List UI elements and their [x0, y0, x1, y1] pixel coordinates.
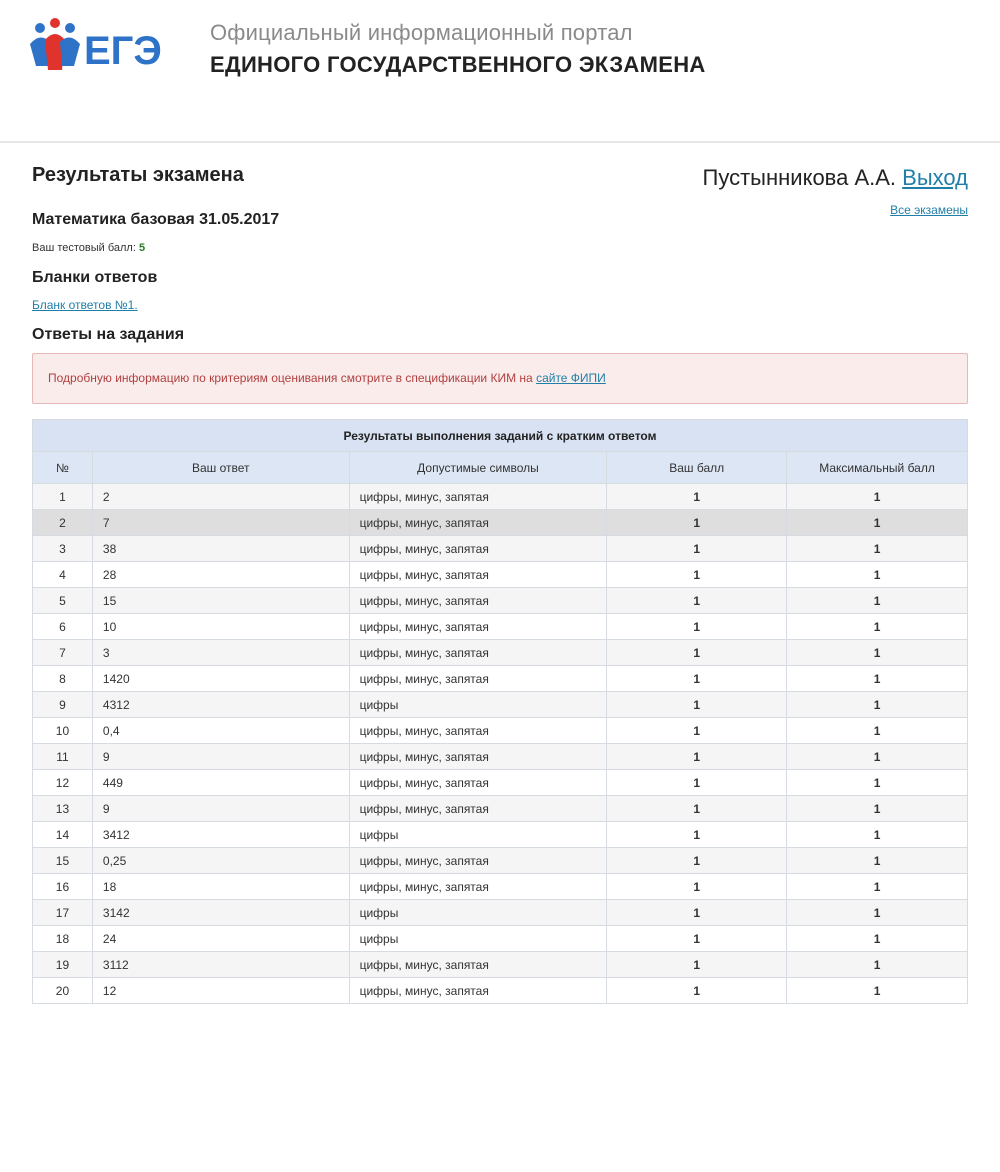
your-score: 1 — [607, 952, 787, 978]
task-number: 7 — [33, 640, 93, 666]
max-score: 1 — [787, 614, 968, 640]
your-answer: 38 — [92, 536, 349, 562]
user-name: Пустынникова А.А. — [702, 165, 897, 190]
table-row — [33, 770, 968, 796]
task-number: 9 — [33, 692, 93, 718]
max-score: 1 — [787, 510, 968, 536]
allowed-symbols: цифры — [349, 926, 607, 952]
table-row — [33, 926, 968, 952]
max-score: 1 — [787, 744, 968, 770]
allowed-symbols: цифры, минус, запятая — [349, 666, 607, 692]
task-number: 18 — [33, 926, 93, 952]
table-row — [33, 952, 968, 978]
your-score: 1 — [607, 666, 787, 692]
table-row — [33, 744, 968, 770]
task-number: 5 — [33, 588, 93, 614]
your-score: 1 — [607, 510, 787, 536]
your-score: 1 — [607, 796, 787, 822]
max-score: 1 — [787, 770, 968, 796]
task-number: 4 — [33, 562, 93, 588]
allowed-symbols: цифры, минус, запятая — [349, 978, 607, 1004]
max-score: 1 — [787, 536, 968, 562]
logout-link[interactable]: Выход — [902, 165, 968, 190]
fipi-link[interactable]: сайте ФИПИ — [536, 371, 606, 385]
your-score: 1 — [607, 874, 787, 900]
allowed-symbols: цифры, минус, запятая — [349, 744, 607, 770]
table-row — [33, 640, 968, 666]
table-row — [33, 796, 968, 822]
your-score: 1 — [607, 484, 787, 510]
max-score: 1 — [787, 666, 968, 692]
allowed-symbols: цифры, минус, запятая — [349, 510, 607, 536]
answer-sheets-title: Бланки ответов — [32, 269, 158, 286]
col-your-answer-header: Ваш ответ — [92, 452, 349, 484]
your-score: 1 — [607, 562, 787, 588]
your-score: 1 — [607, 822, 787, 848]
allowed-symbols: цифры, минус, запятая — [349, 640, 607, 666]
user-area — [703, 165, 968, 191]
answer-sheet-link[interactable]: Бланк ответов №1. — [32, 298, 138, 312]
table-row — [33, 614, 968, 640]
table-caption: Результаты выполнения заданий с кратким ответом — [33, 420, 968, 452]
max-score: 1 — [787, 978, 968, 1004]
your-score: 1 — [607, 614, 787, 640]
allowed-symbols: цифры — [349, 692, 607, 718]
allowed-symbols: цифры, минус, запятая — [349, 614, 607, 640]
your-score: 1 — [607, 536, 787, 562]
task-number: 16 — [33, 874, 93, 900]
your-answer: 9 — [92, 796, 349, 822]
allowed-symbols: цифры — [349, 900, 607, 926]
your-answer: 12 — [92, 978, 349, 1004]
portal-subtitle: Официальный информационный портал — [210, 20, 633, 45]
table-row — [33, 978, 968, 1004]
allowed-symbols: цифры, минус, запятая — [349, 874, 607, 900]
task-number: 15 — [33, 848, 93, 874]
task-number: 3 — [33, 536, 93, 562]
your-score: 1 — [607, 770, 787, 796]
max-score: 1 — [787, 484, 968, 510]
your-score: 1 — [607, 848, 787, 874]
task-number: 19 — [33, 952, 93, 978]
your-answer: 0,25 — [92, 848, 349, 874]
task-number: 14 — [33, 822, 93, 848]
max-score: 1 — [787, 874, 968, 900]
task-number: 8 — [33, 666, 93, 692]
task-number: 20 — [33, 978, 93, 1004]
table-row — [33, 718, 968, 744]
your-score: 1 — [607, 744, 787, 770]
your-score: 1 — [607, 588, 787, 614]
all-exams-link[interactable]: Все экзамены — [890, 203, 968, 217]
max-score: 1 — [787, 822, 968, 848]
allowed-symbols: цифры, минус, запятая — [349, 536, 607, 562]
task-number: 12 — [33, 770, 93, 796]
your-score: 1 — [607, 692, 787, 718]
answers-title: Ответы на задания — [32, 326, 185, 343]
table-row — [33, 666, 968, 692]
exam-title: Математика базовая 31.05.2017 — [32, 211, 280, 228]
your-answer: 1420 — [92, 666, 349, 692]
table-row — [33, 510, 968, 536]
your-answer: 18 — [92, 874, 349, 900]
your-answer: 15 — [92, 588, 349, 614]
your-answer: 28 — [92, 562, 349, 588]
task-number: 6 — [33, 614, 93, 640]
allowed-symbols: цифры — [349, 822, 607, 848]
your-answer: 2 — [92, 484, 349, 510]
max-score: 1 — [787, 562, 968, 588]
portal-title: ЕДИНОГО ГОСУДАРСТВЕННОГО ЭКЗАМЕНА — [210, 52, 706, 77]
your-answer: 9 — [92, 744, 349, 770]
ege-logo-icon — [28, 14, 173, 76]
site-header — [0, 0, 1000, 143]
max-score: 1 — [787, 692, 968, 718]
task-number: 13 — [33, 796, 93, 822]
table-row — [33, 822, 968, 848]
table-row — [33, 692, 968, 718]
your-score: 1 — [607, 926, 787, 952]
allowed-symbols: цифры, минус, запятая — [349, 484, 607, 510]
max-score: 1 — [787, 848, 968, 874]
task-number: 2 — [33, 510, 93, 536]
your-score: 1 — [607, 640, 787, 666]
your-answer: 0,4 — [92, 718, 349, 744]
ege-logo[interactable] — [28, 14, 173, 76]
col-number-header: № — [33, 452, 93, 484]
task-number: 1 — [33, 484, 93, 510]
your-answer: 4312 — [92, 692, 349, 718]
your-answer: 3412 — [92, 822, 349, 848]
max-score: 1 — [787, 718, 968, 744]
your-answer: 449 — [92, 770, 349, 796]
allowed-symbols: цифры, минус, запятая — [349, 952, 607, 978]
allowed-symbols: цифры, минус, запятая — [349, 588, 607, 614]
table-row — [33, 848, 968, 874]
table-row — [33, 484, 968, 510]
task-number: 10 — [33, 718, 93, 744]
table-row — [33, 536, 968, 562]
table-row — [33, 588, 968, 614]
alert-text: Подробную информацию по критериям оценивания смотрите в спецификации КИМ на — [48, 371, 533, 385]
allowed-symbols: цифры, минус, запятая — [349, 718, 607, 744]
your-answer: 24 — [92, 926, 349, 952]
max-score: 1 — [787, 952, 968, 978]
allowed-symbols: цифры, минус, запятая — [349, 770, 607, 796]
your-score: 1 — [607, 900, 787, 926]
test-score — [32, 242, 145, 254]
your-score: 1 — [607, 978, 787, 1004]
allowed-symbols: цифры, минус, запятая — [349, 796, 607, 822]
your-answer: 7 — [92, 510, 349, 536]
logo-text: ЕГЭ — [84, 29, 162, 73]
task-number: 11 — [33, 744, 93, 770]
your-answer: 3 — [92, 640, 349, 666]
results-table — [32, 419, 968, 1004]
info-alert — [32, 353, 968, 404]
score-label: Ваш тестовый балл: — [32, 242, 136, 254]
table-row — [33, 874, 968, 900]
max-score: 1 — [787, 588, 968, 614]
table-row — [33, 562, 968, 588]
task-number: 17 — [33, 900, 93, 926]
allowed-symbols: цифры, минус, запятая — [349, 848, 607, 874]
max-score: 1 — [787, 796, 968, 822]
score-value: 5 — [138, 242, 146, 254]
table-row — [33, 900, 968, 926]
max-score: 1 — [787, 900, 968, 926]
col-allowed-symbols-header: Допустимые символы — [349, 452, 607, 484]
max-score: 1 — [787, 926, 968, 952]
col-max-score-header: Максимальный балл — [787, 452, 968, 484]
your-answer: 10 — [92, 614, 349, 640]
your-answer: 3112 — [92, 952, 349, 978]
col-your-score-header: Ваш балл — [607, 452, 787, 484]
allowed-symbols: цифры, минус, запятая — [349, 562, 607, 588]
your-answer: 3142 — [92, 900, 349, 926]
your-score: 1 — [607, 718, 787, 744]
page-title: Результаты экзамена — [32, 164, 244, 186]
max-score: 1 — [787, 640, 968, 666]
